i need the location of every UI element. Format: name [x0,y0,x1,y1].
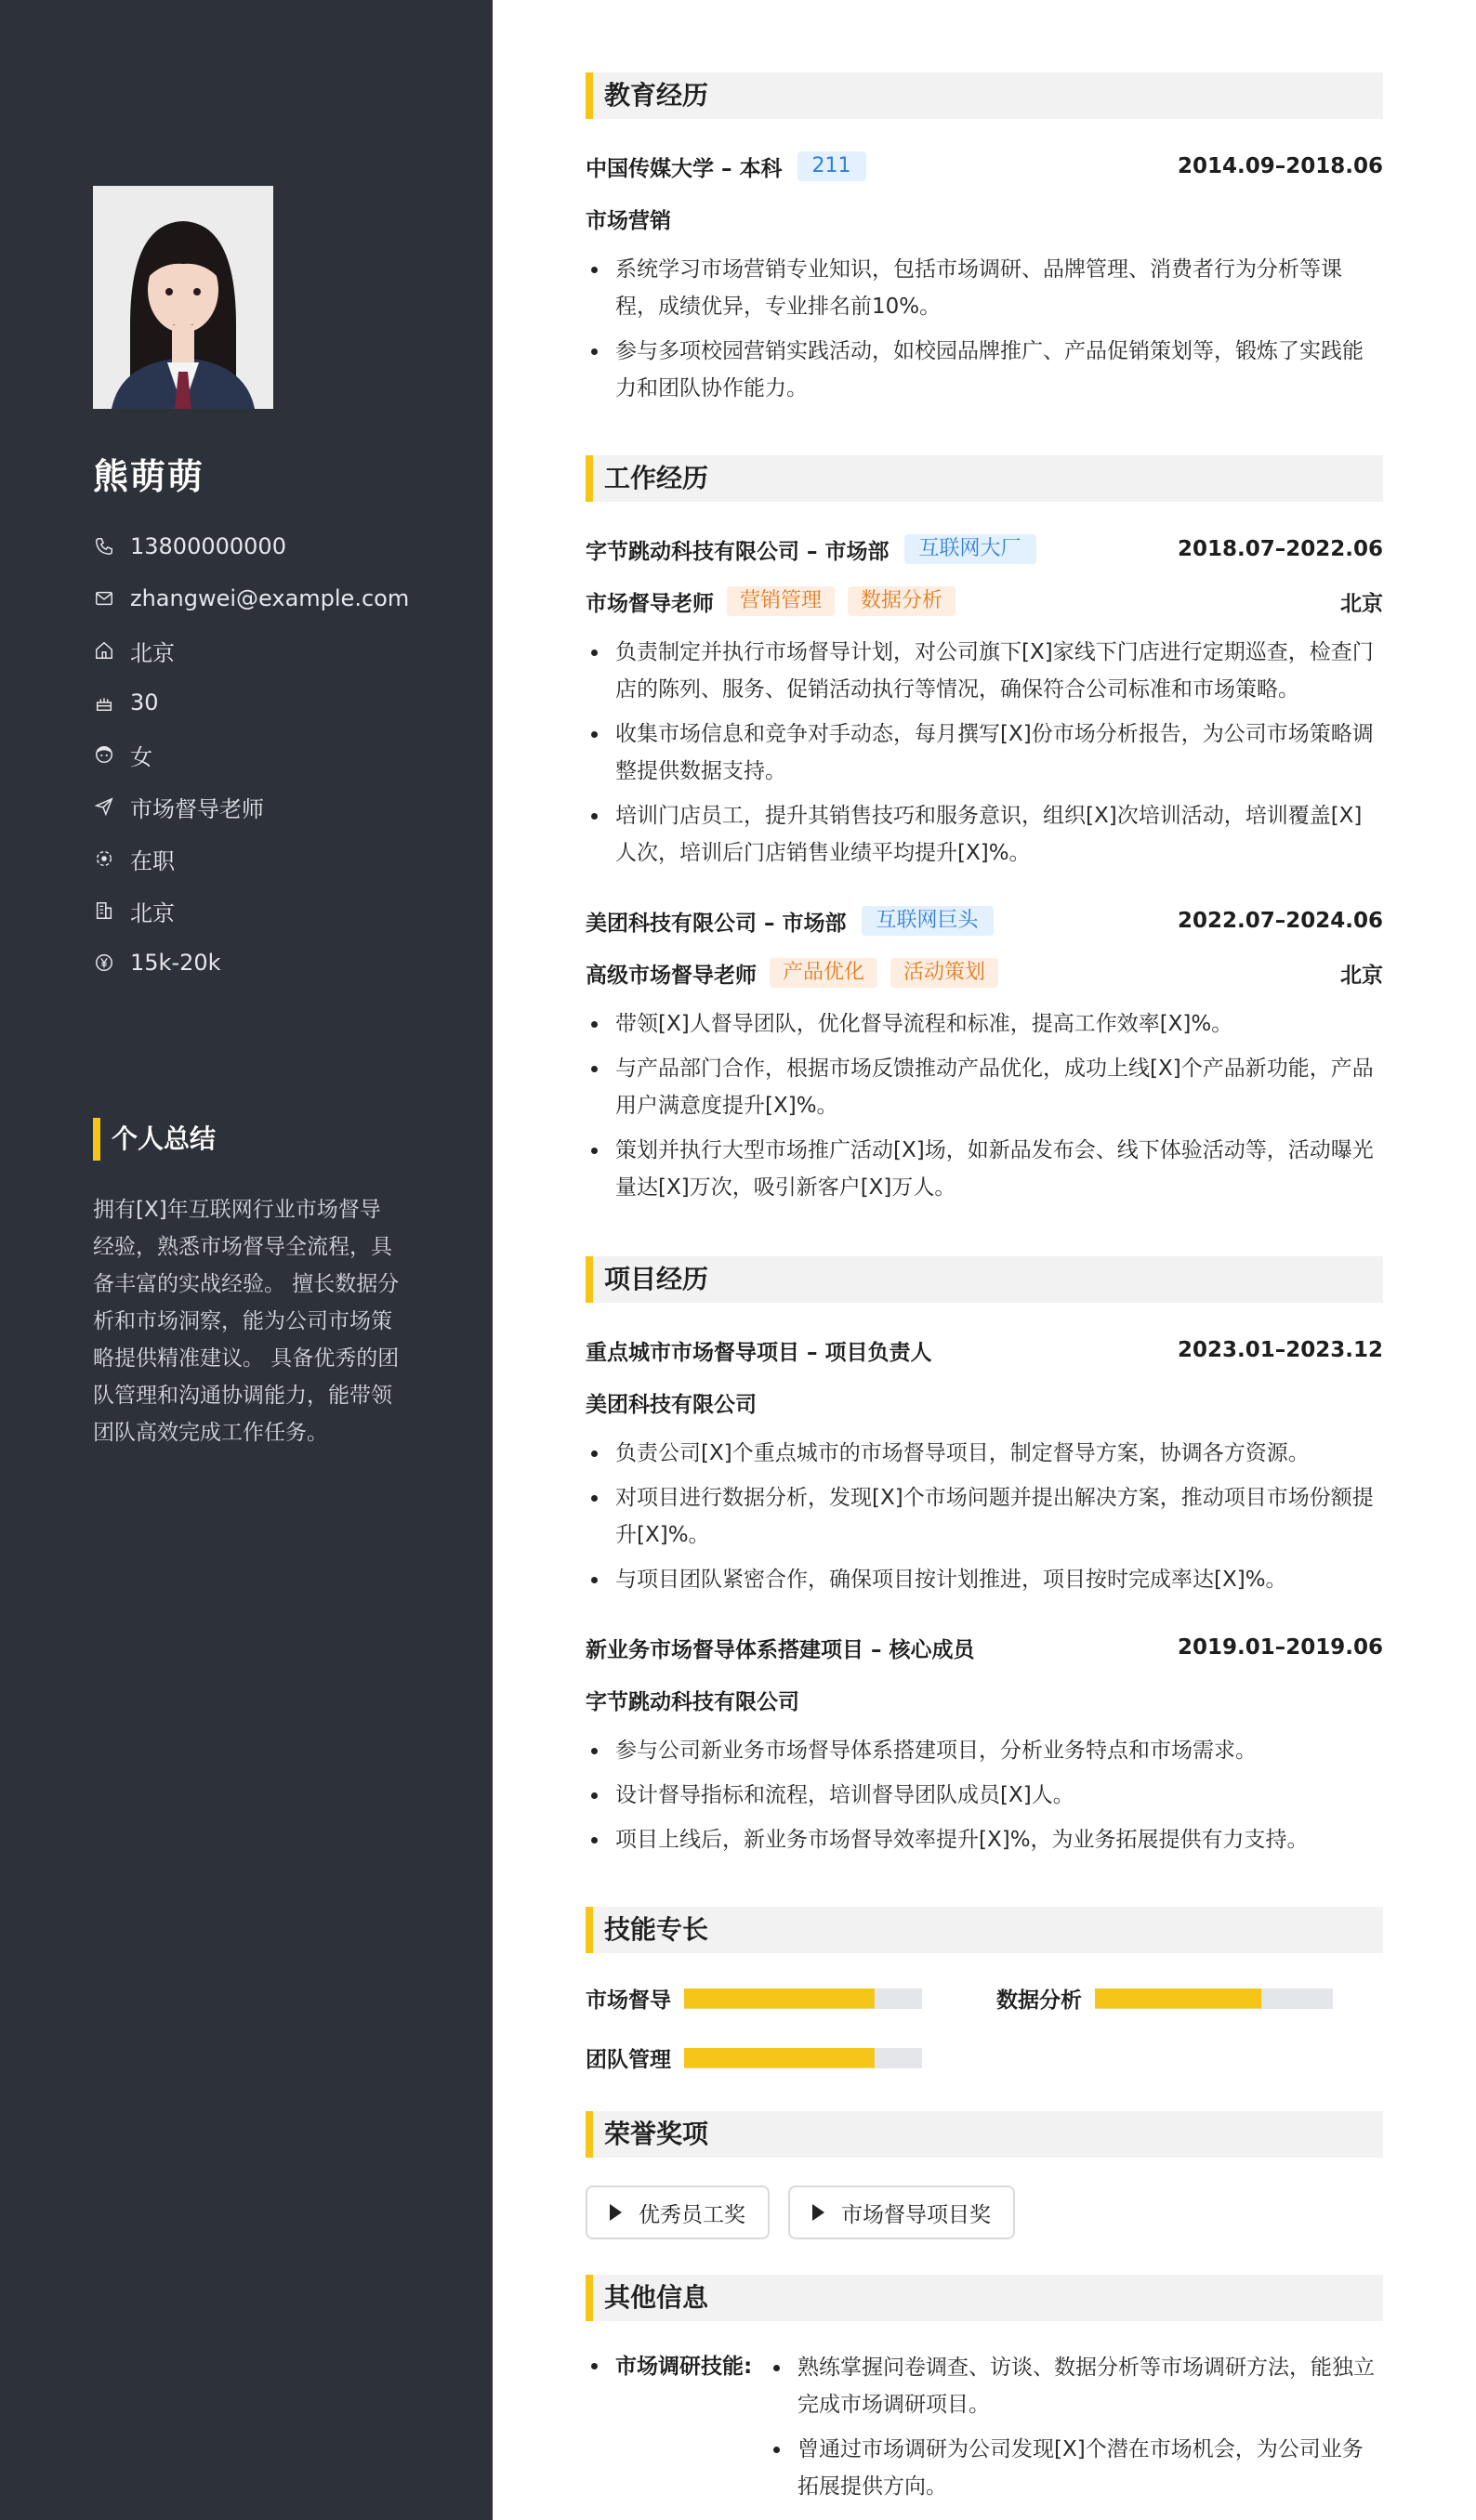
list-item: 与产品部门合作，根据市场反馈推动产品优化，成功上线[X]个产品新功能，产品用户满意度提升[X]%。 [586,1050,1383,1124]
other-section [586,2275,1383,2321]
avatar-photo [93,186,273,409]
work-section [586,455,1383,502]
award-label: 市场督导项目奖 [841,2202,991,2227]
email-text: zhangwei@example.com [130,585,410,611]
status-text: 在职 [130,847,175,874]
salary-row [93,937,465,989]
age-row [93,676,465,728]
list-item: 系统学习市场营销专业知识，包括市场调研、品牌管理、消费者行为分析等课程，成绩优异，专业排名前10%。 [586,251,1383,325]
major-row [586,203,1383,234]
summary-text: 拥有[X]年互联网行业市场督导经验，熟悉市场督导全流程，具备丰富的实战经验。 擅长数据分析和市场洞察，能为公司市场策略提供精准建议。 具备优秀的团队管理和沟通协调能力，能带领团队高效完成工作任务。 [93,1198,400,1445]
other-title: 其他信息 [586,2275,1383,2321]
avatar [93,186,273,409]
company-tag: 互联网大厂 [904,534,1036,564]
list-item: 负责公司[X]个重点城市的市场督导项目，制定督导方案，协调各方资源。 [586,1435,1383,1472]
job-role-row [586,585,1383,617]
job-role-row [586,957,1383,989]
city-row [93,885,465,937]
play-icon [610,2204,622,2221]
project-date: 2019.01–2019.06 [1177,1635,1383,1660]
job-bullets [586,634,1383,879]
skill-bar-fill [684,2048,875,2068]
skill-bar [684,2048,922,2068]
skill-item [586,2042,922,2073]
other-label: 市场调研技能: [586,2349,752,2380]
list-item: 熟练掌握问卷调查、访谈、数据分析等市场调研方法，能独立完成市场调研项目。 [768,2349,1383,2423]
send-icon [93,795,115,818]
job-header [586,905,1383,937]
job-city: 北京 [1340,963,1383,988]
list-item: 带领[X]人督导团队，优化督导流程和标准，提高工作效率[X]%。 [586,1005,1383,1043]
major-name: 市场营销 [586,208,671,233]
list-item: 对项目进行数据分析，发现[X]个市场问题并提出解决方案，推动项目市场份额提升[X]%。 [586,1479,1383,1554]
yen-icon [93,952,115,974]
phone-text: 13800000000 [130,533,286,559]
list-item: 设计督导指标和流程，培训督导团队成员[X]人。 [586,1777,1383,1814]
skill-tag: 活动策划 [890,958,998,988]
award-label: 优秀员工奖 [639,2202,745,2227]
skill-name: 市场督导 [586,1988,671,2013]
education-bullets [586,251,1383,414]
skill-name: 团队管理 [586,2048,671,2072]
list-item: 策划并执行大型市场推广活动[X]场，如新品发布会、线下体验活动等，活动曝光量达[X]万次，吸引新客户[X]万人。 [586,1132,1383,1206]
awards-title: 荣誉奖项 [586,2111,1383,2158]
school-tag: 211 [797,151,866,181]
job-role: 高级市场督导老师 [586,963,757,988]
salary-text: 15k-20k [130,950,221,976]
location-text: 北京 [130,639,175,666]
awards-list [586,2185,1383,2241]
skill-tag: 数据分析 [848,586,955,616]
gender-text: 女 [130,743,152,770]
list-item: 负责制定并执行市场督导计划，对公司旗下[X]家线下门店进行定期巡查，检查门店的陈列、服务、促销活动执行等情况，确保符合公司标准和市场策略。 [586,634,1383,708]
skill-item [586,1983,922,2014]
education-section [586,72,1383,119]
education-date: 2014.09–2018.06 [1177,154,1383,178]
project-company-row [586,1386,1383,1418]
other-bullets [768,2349,1383,2513]
phone-row [93,520,465,572]
project-bullets [586,1732,1383,1866]
skill-name: 数据分析 [996,1988,1082,2013]
award-badge [586,2185,770,2239]
skill-tag: 营销管理 [727,586,835,616]
home-icon [93,639,115,662]
gender-row [93,728,465,781]
phone-icon [93,535,115,558]
job-city: 北京 [1340,591,1383,616]
projects-section [586,1256,1383,1303]
summary-title: 个人总结 [93,1118,216,1161]
skill-bar-fill [1095,1988,1261,2009]
list-item: 培训门店员工，提升其销售技巧和服务意识，组织[X]次培训活动，培训覆盖[X]人次，培训后门店销售业绩平均提升[X]%。 [586,797,1383,872]
list-item: 参与多项校园营销实践活动，如校园品牌推广、产品促销策划等，锻炼了实践能力和团队协作能力。 [586,333,1383,407]
face-icon [93,743,115,766]
job-date: 2018.07–2022.06 [1177,537,1383,561]
list-item: 收集市场信息和竞争对手动态，每月撰写[X]份市场分析报告，为公司市场策略调整提供数据支持。 [586,715,1383,790]
skill-bar-fill [684,1988,875,2009]
project-header [586,1334,1383,1366]
skills-title: 技能专长 [586,1907,1383,1953]
list-item: 与项目团队紧密合作，确保项目按计划推进，项目按时完成率达[X]%。 [586,1561,1383,1598]
project-header [586,1632,1383,1663]
sidebar [0,0,493,2520]
work-title: 工作经历 [586,455,1383,502]
company-name: 美团科技有限公司 – 市场部 [586,911,847,936]
school-name: 中国传媒大学 – 本科 [586,156,783,181]
contact-info [93,520,465,989]
skill-bar [1095,1988,1333,2009]
awards-section [586,2111,1383,2158]
age-text: 30 [130,689,159,715]
candidate-name: 熊萌萌 [93,456,205,497]
projects-title: 项目经历 [586,1256,1383,1303]
education-header [586,151,1383,182]
list-item: 项目上线后，新业务市场督导效率提升[X]%，为业务拓展提供有力支持。 [586,1821,1383,1858]
job-role: 市场督导老师 [586,591,714,616]
project-company: 美团科技有限公司 [586,1392,757,1417]
city-text: 北京 [130,899,175,926]
position-text: 市场督导老师 [130,795,264,822]
skills-section [586,1907,1383,1953]
project-date: 2023.01–2023.12 [1177,1338,1383,1362]
project-company-row [586,1684,1383,1715]
company-tag: 互联网巨头 [862,906,994,936]
job-date: 2022.07–2024.06 [1177,909,1383,933]
award-badge [788,2185,1015,2239]
job-bullets [586,1005,1383,1214]
building-icon [93,899,115,922]
skill-bar [684,1988,922,2009]
education-title: 教育经历 [586,72,1383,119]
list-item: 曾通过市场调研为公司发现[X]个潜在市场机会，为公司业务拓展提供方向。 [768,2431,1383,2505]
position-row [93,781,465,833]
mail-icon [93,587,115,610]
project-company: 字节跳动科技有限公司 [586,1689,799,1714]
project-name: 新业务市场督导体系搭建项目 – 核心成员 [586,1637,975,1662]
status-icon [93,847,115,870]
email-row [93,572,465,624]
project-name: 重点城市市场督导项目 – 项目负责人 [586,1340,932,1365]
skill-item [996,1983,1333,2014]
company-name: 字节跳动科技有限公司 – 市场部 [586,539,890,564]
skill-tag: 产品优化 [770,958,877,988]
project-bullets [586,1435,1383,1606]
cake-icon [93,691,115,714]
job-header [586,533,1383,565]
location-row [93,624,465,676]
status-row [93,833,465,885]
play-icon [812,2204,824,2221]
list-item: 参与公司新业务市场督导体系搭建项目，分析业务特点和市场需求。 [586,1732,1383,1769]
